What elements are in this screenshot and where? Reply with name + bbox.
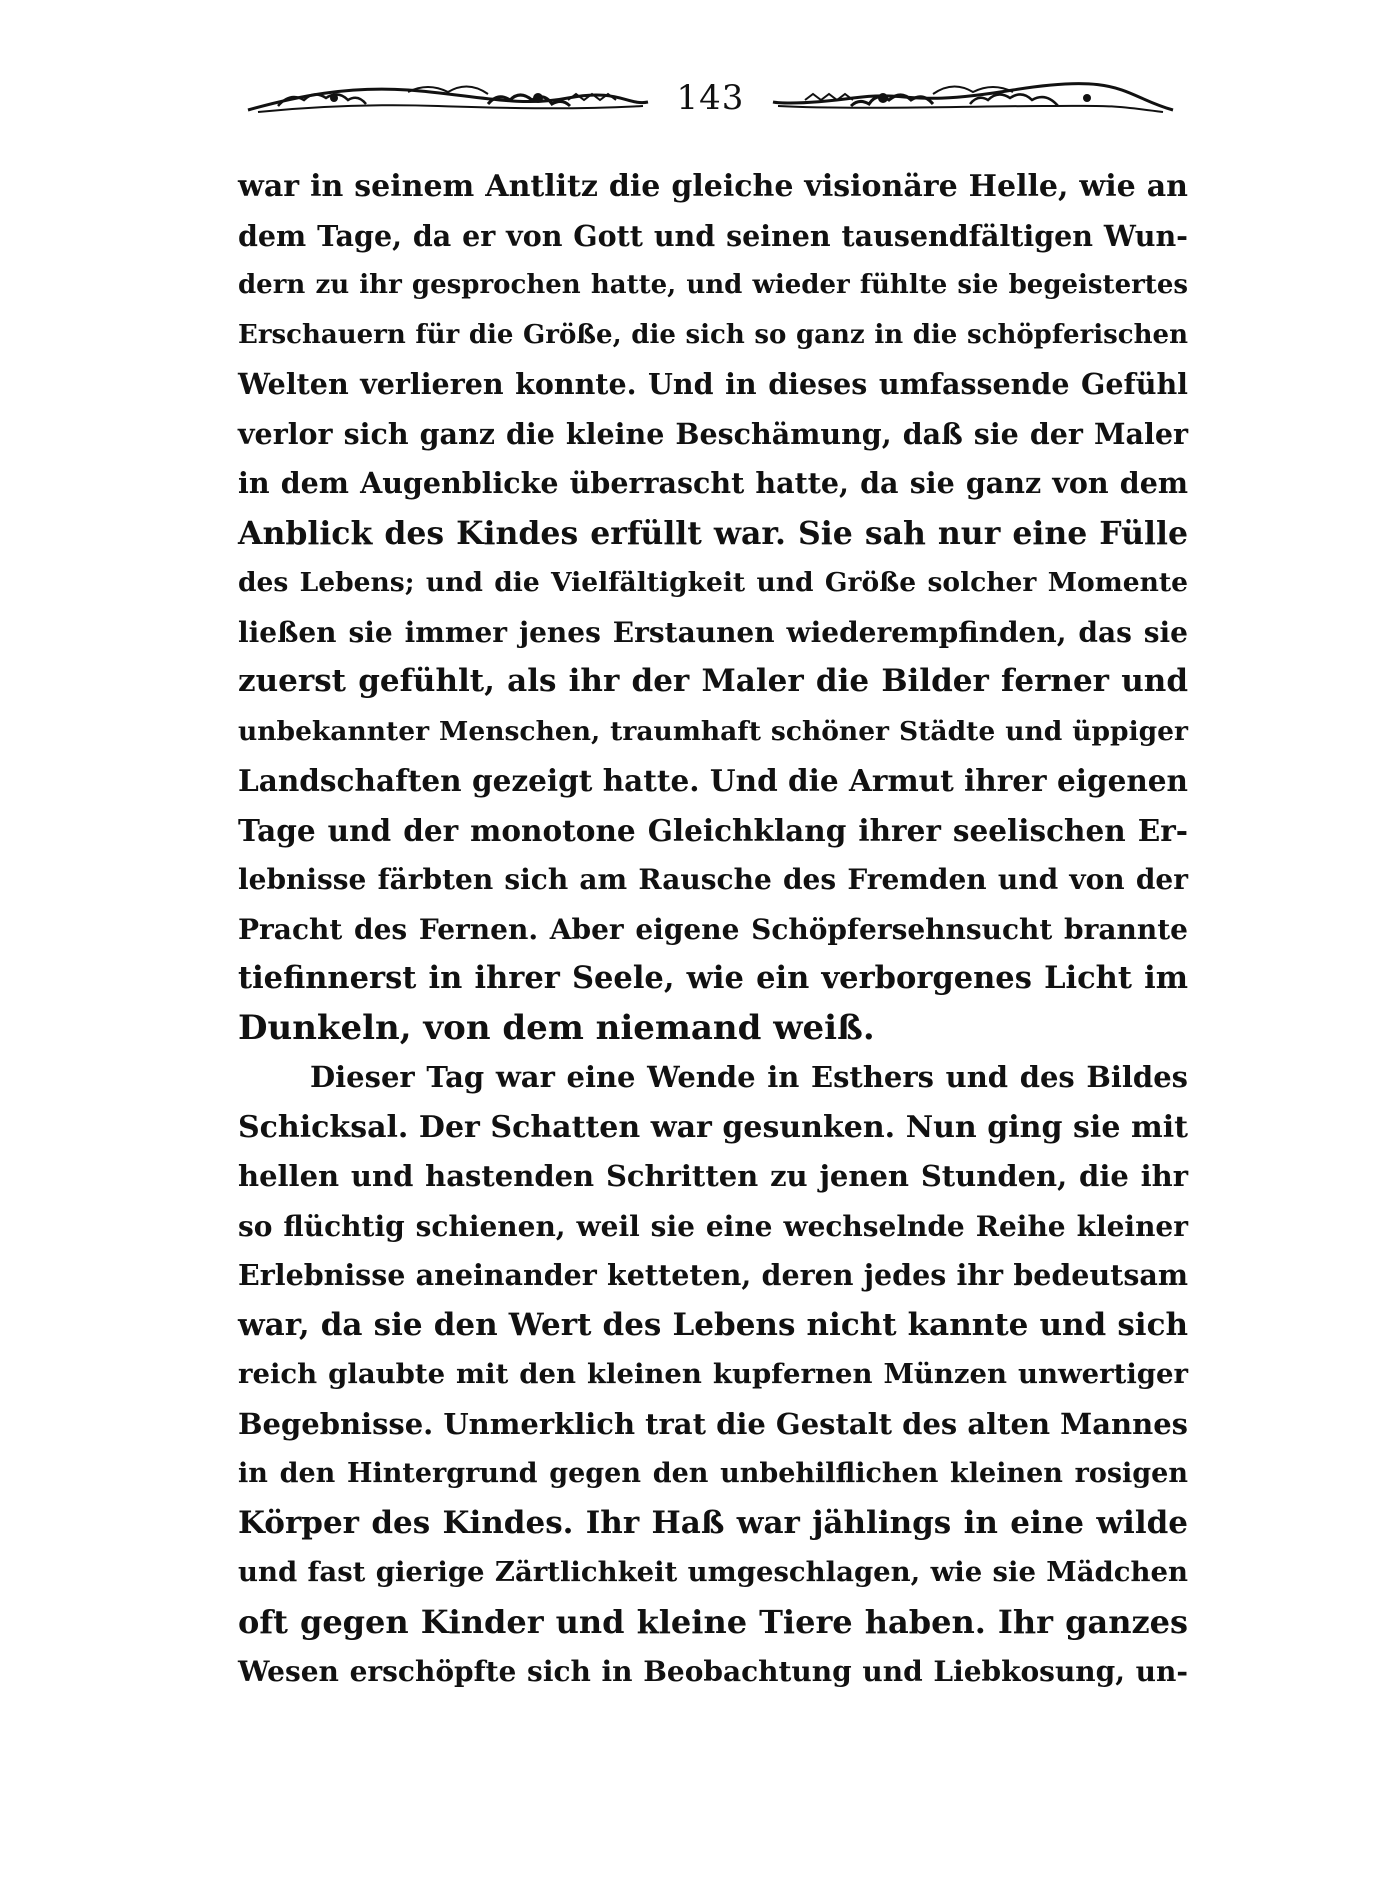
left-ornament-icon (238, 76, 653, 122)
text-line: Körper des Kindes. Ihr Haß war jählings in eine wilde (238, 1504, 1188, 1541)
text-line: Erlebnisse aneinander ketteten, deren jedes ihr bedeutsam (238, 1258, 1188, 1292)
text-line: unbekannter Menschen, traumhaft schöner Städte und üppiger (238, 715, 1188, 747)
text-line: Dieser Tag war eine Wende in Esthers und des Bildes (310, 1060, 1188, 1094)
text-line: in den Hintergrund gegen den unbehilflichen kleinen rosigen (238, 1458, 1188, 1489)
text-line: Welten verlieren konnte. Und in dieses umfassende Gefühl (238, 367, 1188, 401)
text-line: tiefinnerst in ihrer Seele, wie ein verborgenes Licht im (238, 960, 1188, 996)
text-line: so flüchtig schienen, weil sie eine wechselnde Reihe kleiner (238, 1209, 1188, 1243)
text-line: ließen sie immer jenes Erstaunen wiederempfinden, das sie (238, 615, 1188, 649)
text-line: lebnisse färbten sich am Rausche des Fremden und von der (238, 863, 1188, 896)
text-line: Tage und der monotone Gleichklang ihrer seelischen Er- (238, 812, 1188, 848)
right-ornament-icon (768, 76, 1183, 122)
text-line: in dem Augenblicke überrascht hatte, da sie ganz von dem (238, 466, 1188, 500)
text-line: hellen und hastenden Schritten zu jenen Stunden, die ihr (238, 1159, 1188, 1193)
text-line: reich glaubte mit den kleinen kupfernen Münzen unwertiger (238, 1358, 1188, 1390)
page-number: 143 (676, 78, 745, 118)
text-line: Landschaften gezeigt hatte. Und die Armut ihrer eigenen (238, 763, 1188, 798)
page-header (238, 76, 1188, 122)
text-line: Schicksal. Der Schatten war gesunken. Nun ging sie mit (238, 1109, 1188, 1145)
text-line: Erschauern für die Größe, die sich so ganz in die schöpferischen (238, 319, 1188, 350)
text-line: war, da sie den Wert des Lebens nicht kannte und sich (238, 1306, 1188, 1343)
text-line: Pracht des Fernen. Aber eigene Schöpfersehnsucht brannte (238, 912, 1188, 946)
text-line: oft gegen Kinder und kleine Tiere haben. Ihr ganzes (238, 1602, 1188, 1641)
text-line: dern zu ihr gesprochen hatte, und wieder fühlte sie begeistertes (238, 270, 1188, 300)
text-line: war in seinem Antlitz die gleiche visionäre Helle, wie an (238, 169, 1188, 204)
body-text (238, 162, 1188, 1697)
text-line: Wesen erschöpfte sich in Beobachtung und Liebkosung, un- (238, 1655, 1188, 1688)
text-line: verlor sich ganz die kleine Beschämung, daß sie der Maler (238, 416, 1188, 451)
text-line: Anblick des Kindes erfüllt war. Sie sah nur eine Fülle (238, 514, 1188, 552)
text-line: Begebnisse. Unmerklich trat die Gestalt des alten Mannes (238, 1406, 1188, 1441)
text-line: und fast gierige Zärtlichkeit umgeschlagen, wie sie Mädchen (238, 1556, 1188, 1588)
text-line: des Lebens; und die Vielfältigkeit und Größe solcher Momente (238, 567, 1188, 598)
text-line: Dunkeln, von dem niemand weiß. (238, 1007, 875, 1048)
paragraph (238, 1053, 1188, 1697)
text-line: dem Tage, da er von Gott und seinen tausendfältigen Wun- (238, 218, 1188, 253)
text-line: zuerst gefühlt, als ihr der Maler die Bilder ferner und (238, 663, 1188, 699)
paragraph (238, 162, 1188, 1053)
